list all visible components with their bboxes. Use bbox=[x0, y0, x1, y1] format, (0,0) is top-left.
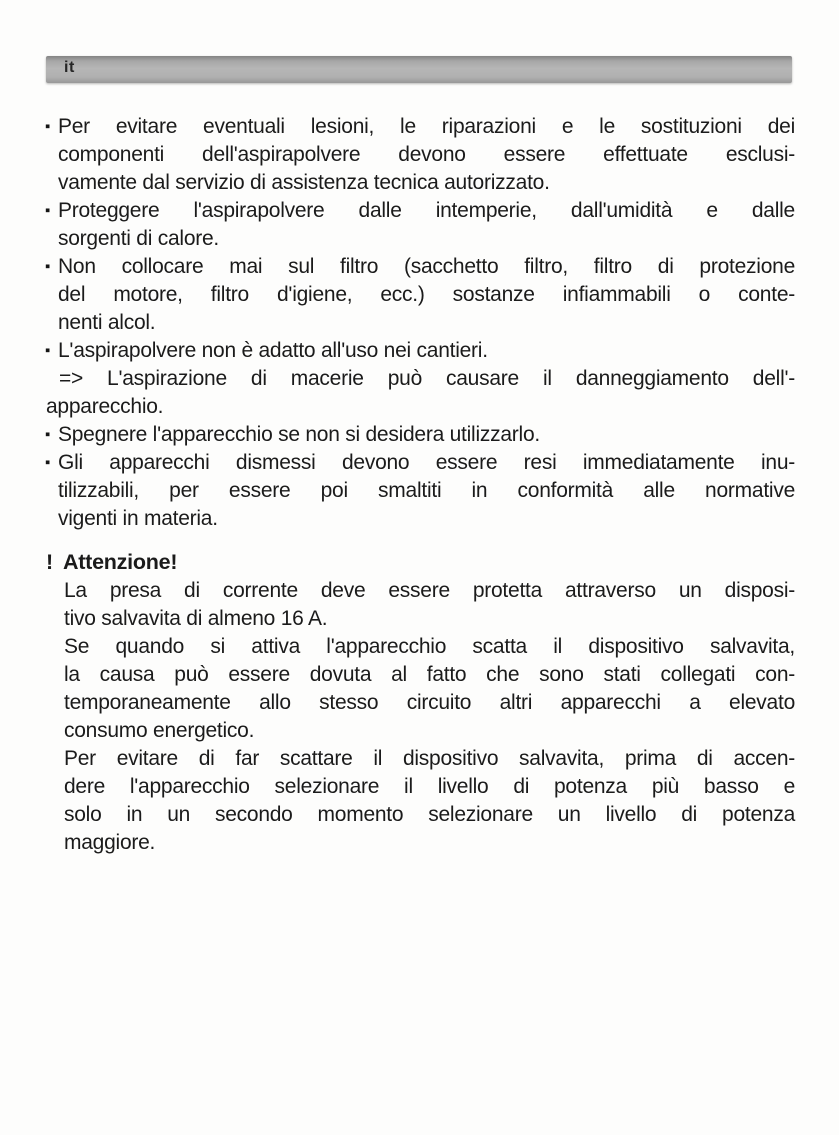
text-line: Spegnere l'apparecchio se non si desidera utilizzarlo. bbox=[58, 423, 540, 446]
warning-paragraphs bbox=[46, 577, 795, 857]
bullet-square-icon: ▪ bbox=[45, 118, 51, 135]
language-tab-bar bbox=[46, 56, 792, 83]
text-line: Proteggere l'aspirapolvere dalle intemperie, dall'umidità e dalle bbox=[58, 199, 795, 222]
warning-title: Attenzione! bbox=[63, 550, 178, 574]
text-line: componenti dell'aspirapolvere devono essere effettuate esclusi- bbox=[58, 143, 795, 166]
text-line: sorgenti di calore. bbox=[58, 227, 220, 250]
warning-paragraph bbox=[64, 745, 795, 857]
text-line: Per evitare eventuali lesioni, le riparazioni e le sostituzioni dei bbox=[58, 115, 795, 138]
bullet-item bbox=[46, 449, 795, 533]
text-line: solo in un secondo momento selezionare un livello di potenza bbox=[64, 803, 795, 826]
text-line: L'aspirapolvere non è adatto all'uso nei cantieri. bbox=[58, 339, 488, 362]
warning-section bbox=[46, 548, 795, 857]
text-line: Gli apparecchi dismessi devono essere resi immediatamente inu- bbox=[58, 451, 795, 474]
bullet-item bbox=[46, 421, 795, 449]
text-line: La presa di corrente deve essere protetta attraverso un disposi- bbox=[64, 579, 795, 602]
bullet-square-icon: ▪ bbox=[45, 454, 51, 471]
text-line: temporaneamente allo stesso circuito altri apparecchi a elevato bbox=[64, 691, 795, 714]
bullet-item bbox=[46, 253, 795, 337]
warning-heading bbox=[46, 548, 795, 577]
arrow-note bbox=[46, 365, 795, 421]
bullet-item bbox=[46, 113, 795, 197]
text-line: => L'aspirazione di macerie può causare il danneggiamento dell'- bbox=[59, 367, 795, 390]
warning-exclamation-mark: ! bbox=[46, 550, 53, 574]
bullet-square-icon: ▪ bbox=[45, 258, 51, 275]
text-line: Non collocare mai sul filtro (sacchetto filtro, filtro di protezione bbox=[58, 255, 795, 278]
text-line: consumo energetico. bbox=[64, 719, 255, 742]
bullet-item bbox=[46, 197, 795, 253]
warning-paragraph bbox=[64, 633, 795, 745]
text-line: nenti alcol. bbox=[58, 311, 156, 334]
text-line: del motore, filtro d'igiene, ecc.) sostanze infiammabili o conte- bbox=[58, 283, 795, 306]
text-line: tilizzabili, per essere poi smaltiti in conformità alle normative bbox=[58, 479, 795, 502]
text-line: vigenti in materia. bbox=[58, 507, 218, 530]
text-line: la causa può essere dovuta al fatto che sono stati collegati con- bbox=[64, 663, 795, 686]
page-body bbox=[46, 113, 795, 857]
text-line: Per evitare di far scattare il dispositivo salvavita, prima di accen- bbox=[64, 747, 795, 770]
text-line: maggiore. bbox=[64, 831, 156, 854]
text-line: tivo salvavita di almeno 16 A. bbox=[64, 607, 328, 630]
text-line: dere l'apparecchio selezionare il livello di potenza più basso e bbox=[64, 775, 795, 798]
bullet-square-icon: ▪ bbox=[45, 426, 51, 443]
text-line: Se quando si attiva l'apparecchio scatta il dispositivo salvavita, bbox=[64, 635, 795, 658]
bullet-square-icon: ▪ bbox=[45, 202, 51, 219]
bullet-square-icon: ▪ bbox=[45, 342, 51, 359]
warning-paragraph bbox=[64, 577, 795, 633]
text-line: apparecchio. bbox=[46, 395, 164, 418]
text-line: vamente dal servizio di assistenza tecnica autorizzato. bbox=[58, 171, 550, 194]
language-tab-label: it bbox=[64, 59, 75, 76]
bullet-item bbox=[46, 337, 795, 365]
